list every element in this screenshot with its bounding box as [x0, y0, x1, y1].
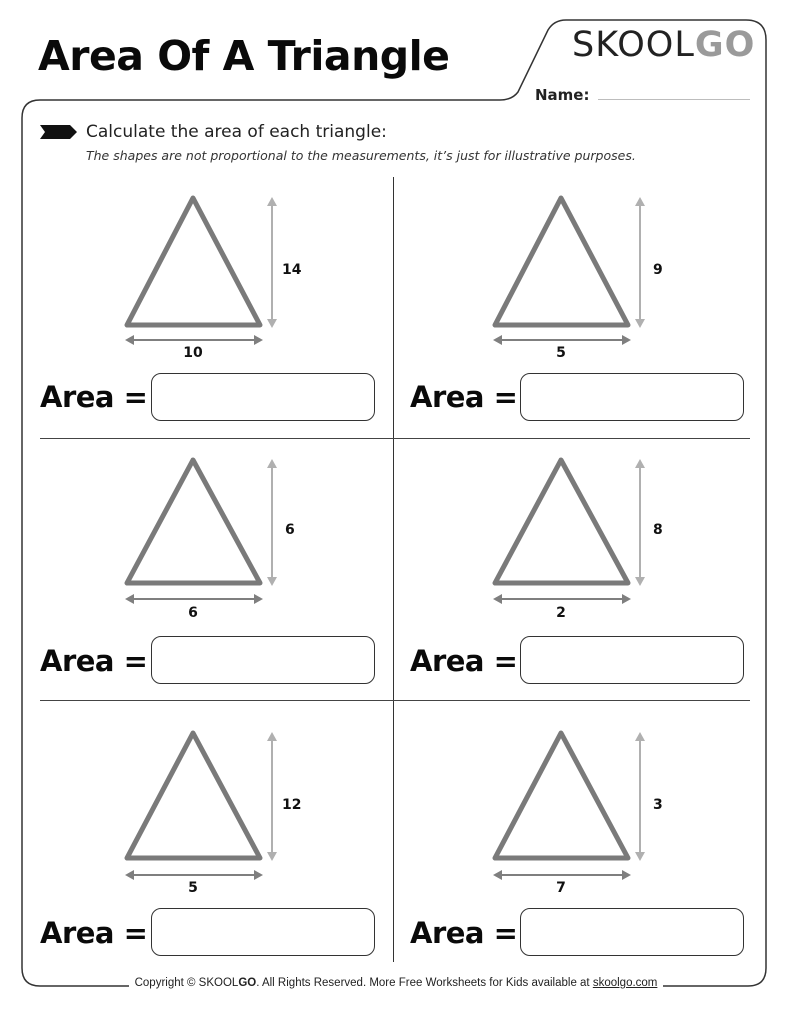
answer-input[interactable]	[520, 908, 744, 956]
grid-divider-vertical	[393, 177, 394, 962]
triangle-figure	[30, 180, 380, 370]
instruction-text: Calculate the area of each triangle:	[86, 122, 387, 142]
height-label: 6	[285, 522, 295, 538]
footer	[0, 977, 792, 989]
answer-input[interactable]	[151, 908, 375, 956]
answer-input[interactable]	[151, 373, 375, 421]
logo-main-text: SKOOL	[572, 25, 695, 65]
triangle-figure	[30, 442, 380, 632]
area-label: Area =	[40, 380, 148, 414]
instruction-note: The shapes are not proportional to the measurements, it’s just for illustrative purposes.	[86, 148, 636, 163]
problem-4	[398, 442, 748, 704]
area-label: Area =	[410, 916, 518, 950]
copyright-brand: GO	[238, 977, 257, 989]
name-label: Name:	[535, 86, 590, 104]
page-title: Area Of A Triangle	[38, 32, 450, 80]
base-label: 6	[188, 605, 198, 621]
triangle-figure	[398, 180, 748, 370]
height-label: 9	[653, 262, 663, 278]
answer-input[interactable]	[520, 636, 744, 684]
name-field[interactable]	[598, 99, 750, 100]
height-label: 8	[653, 522, 663, 538]
problem-6	[398, 715, 748, 977]
skoolgo-link[interactable]: skoolgo.com	[592, 977, 658, 989]
problem-3	[30, 442, 380, 704]
base-label: 5	[188, 880, 198, 896]
height-label: 3	[653, 797, 663, 813]
copyright-middle: . All Rights Reserved. More Free Worksheets for Kids available at	[256, 977, 593, 989]
copyright-text	[129, 977, 664, 989]
height-label: 12	[282, 797, 302, 813]
problem-5	[30, 715, 380, 977]
base-label: 5	[556, 345, 566, 361]
area-label: Area =	[410, 644, 518, 678]
problem-1	[30, 180, 380, 442]
height-label: 14	[282, 262, 302, 278]
answer-input[interactable]	[151, 636, 375, 684]
triangle-figure	[398, 442, 748, 632]
problem-2	[398, 180, 748, 442]
base-label: 7	[556, 880, 566, 896]
copyright-prefix: Copyright © SKOOL	[134, 977, 239, 989]
area-label: Area =	[410, 380, 518, 414]
base-label: 10	[183, 345, 203, 361]
logo-accent-text: GO	[694, 25, 756, 65]
arrow-bullet-icon	[40, 124, 78, 140]
triangle-figure	[30, 715, 380, 905]
area-label: Area =	[40, 916, 148, 950]
answer-input[interactable]	[520, 373, 744, 421]
base-label: 2	[556, 605, 566, 621]
triangle-figure	[398, 715, 748, 905]
area-label: Area =	[40, 644, 148, 678]
skoolgo-logo	[572, 25, 756, 65]
